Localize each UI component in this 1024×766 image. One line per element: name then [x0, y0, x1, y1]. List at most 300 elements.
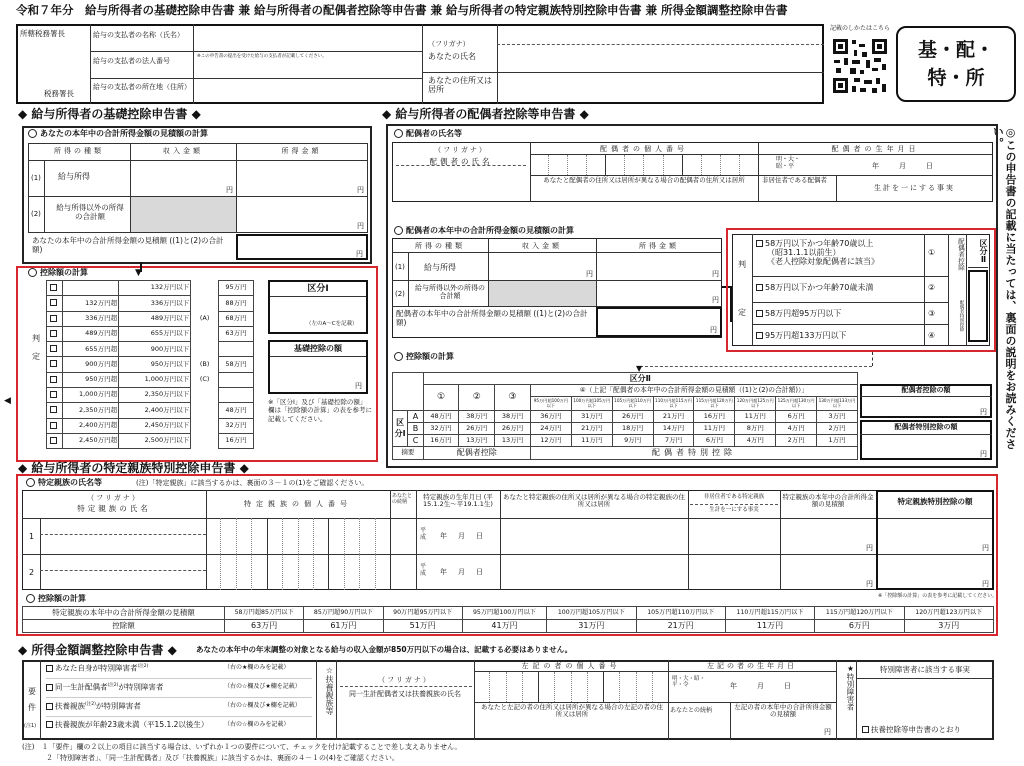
checkbox[interactable] — [47, 403, 63, 418]
relative-row2-address-input[interactable] — [502, 556, 686, 588]
relative-row2-deduct-yen: 円 — [982, 580, 989, 588]
relative-birth-label: 特定親族の生年月日 (平15.1.2生～平19.1.1生) — [423, 493, 493, 509]
kubun1-note: （左のA～Cを記載） — [306, 321, 358, 327]
amount-cell: 11万円 — [725, 620, 814, 633]
relative-relation-label: あなたとの続柄 — [392, 493, 413, 505]
spouse-row1-yen1: 円 — [586, 270, 593, 278]
amount-cell: 51万円 — [383, 620, 462, 633]
amount-cell: 21万円 — [636, 620, 725, 633]
range-from: 655万円超 — [63, 342, 119, 357]
digit-box[interactable] — [620, 672, 636, 702]
relative-row2-ymd: 年 月 日 — [440, 568, 485, 576]
checkbox[interactable] — [47, 281, 63, 296]
adjust-name-input[interactable] — [340, 702, 470, 736]
range-cell: 115万円超120万円以下 — [815, 607, 904, 620]
basic-col-type: 所得の種類 — [54, 147, 104, 155]
checkbox[interactable] — [756, 240, 763, 247]
relative-name-label: 特定親族の氏名 — [77, 504, 151, 513]
checkbox[interactable] — [756, 310, 763, 317]
relative-row1-address-input[interactable] — [502, 520, 686, 552]
spouse-judge-row[interactable] — [752, 276, 948, 302]
amount-cell: 41万円 — [462, 620, 546, 633]
calc-amount: 9万円 — [612, 435, 653, 447]
relative-address-label: あなたと特定親族の住所又は居所が異なる場合の特定親族の住所又は居所 — [503, 493, 685, 509]
calc-amount: 11万円 — [571, 435, 612, 447]
relative-row2-nonres-input[interactable] — [690, 556, 778, 588]
digit-box[interactable] — [329, 554, 344, 590]
calc-amount: 3万円 — [817, 411, 858, 423]
adjust-star-white: ☆扶養親族等 — [325, 666, 334, 715]
digit-box[interactable] — [702, 155, 721, 175]
spouse-calc-heading: 控除額の計算 — [394, 352, 454, 361]
corner-cell — [393, 373, 424, 411]
digit-box[interactable] — [237, 518, 252, 554]
calc-col4-header: ④（上記「配偶者の本年中の合計所得金額の見積額（(1)と(2)の合計額)）」 — [530, 385, 857, 397]
calc-amount: 48万円 — [423, 411, 459, 423]
spouse-row1-label: 給与所得 — [424, 263, 456, 272]
kubun-letter: B — [408, 423, 423, 435]
kubun1-input[interactable] — [272, 300, 364, 318]
adjust-fact-label: 特別障害者に該当する事実 — [880, 665, 970, 674]
payer-name-label: 給与の支払者の名称（氏名） — [93, 31, 184, 39]
payer-name-input[interactable] — [196, 27, 418, 49]
digit-box[interactable] — [604, 672, 620, 702]
spouse-address-label: あなたと配偶者の住所又は居所が異なる場合の配偶者の住所又は居所 — [543, 176, 745, 184]
range-from: 2,450万円超 — [63, 433, 119, 448]
class-letter — [191, 342, 219, 357]
adjust-requirement-item[interactable]: あなた自身が特別障害者$^{(注2)}$ （右の★欄のみを記載） — [46, 664, 312, 679]
digit-box[interactable] — [625, 155, 644, 175]
range-from: 336万円超 — [63, 311, 119, 326]
basic-total-input[interactable] — [236, 234, 368, 260]
calc-amount: 18万円 — [612, 423, 653, 435]
calc-deduct-label: 控除額 — [23, 620, 225, 633]
basic-total-label: あなたの本年中の合計所得金額の見積額 ((1)と(2)の合計額) — [32, 236, 224, 254]
calc-amount: 6万円 — [694, 435, 735, 447]
range-to: 2,500万円以下 — [119, 433, 191, 448]
relative-row1-est-input[interactable] — [782, 520, 864, 552]
calc-amount: 7万円 — [653, 435, 694, 447]
calc-amount: 16万円 — [694, 411, 735, 423]
calc-amount: 2万円 — [776, 435, 817, 447]
basic-row1-no: (1) — [31, 174, 41, 182]
calc-amount: 21万円 — [653, 411, 694, 423]
spouse-row2-profit-input[interactable] — [598, 282, 720, 304]
relative-row1-est-yen: 円 — [866, 544, 873, 552]
kubun2-label: 区分Ⅱ — [968, 236, 988, 268]
calc-amount: 26万円 — [495, 423, 531, 435]
adjust-star-black: ★特別障害者 — [846, 664, 855, 711]
checkbox[interactable] — [47, 433, 63, 448]
checkbox[interactable] — [47, 372, 63, 387]
calc-amount: 26万円 — [612, 411, 653, 423]
range-to: 2,450万円以下 — [119, 418, 191, 433]
digit-box[interactable] — [474, 672, 490, 702]
adjust-furigana: （フリガナ） — [378, 676, 432, 684]
basic-row1-yen2: 円 — [357, 186, 364, 194]
range-to: 2,350万円以下 — [119, 388, 191, 403]
digit-box[interactable] — [490, 672, 506, 702]
spouse-side2: 配偶者特別控除 — [959, 300, 964, 332]
digit-box[interactable] — [345, 518, 360, 554]
basic-col-profit: 所得金額 — [281, 147, 322, 155]
adjust-req-label: 要件 — [28, 687, 36, 712]
basic-calc-table — [46, 280, 254, 449]
basic-row1-income-input[interactable] — [132, 162, 234, 194]
deduct-amount: 16万円 — [219, 433, 254, 448]
adjust-name-label: 同一生計配偶者又は扶養親族の氏名 — [349, 690, 461, 698]
amount-cell: 3万円 — [904, 620, 993, 633]
digit-box[interactable] — [530, 155, 549, 175]
digit-box[interactable] — [539, 672, 555, 702]
qr-caption: 記載のしかたはこちら — [830, 25, 891, 32]
adjust-ymd: 年 月 日 — [730, 682, 793, 690]
range-from: 2,350万円超 — [63, 403, 119, 418]
deduct-amount: 63万円 — [219, 326, 254, 341]
relative-row2-number[interactable] — [206, 554, 390, 590]
adjust-address-label: あなたと左記の者の住所又は居所が異なる場合の左記の者の住所又は居所 — [481, 703, 663, 719]
digit-box[interactable] — [221, 554, 236, 590]
calc-subrange: 130万円超133万円以下 — [817, 397, 858, 411]
payer-number-note: ※この申告書の提出を受けた給与の支払者が記載してください。 — [197, 54, 327, 59]
checkbox[interactable] — [756, 332, 763, 339]
calc-amount: 11万円 — [694, 423, 735, 435]
digit-box[interactable] — [653, 672, 668, 702]
basic-table-row — [47, 372, 254, 387]
calc-subrange: 95万円超100万円以下 — [530, 397, 571, 411]
your-name-input[interactable] — [500, 47, 820, 69]
spouse-total-input[interactable] — [596, 307, 722, 337]
relative-row2-no: 2 — [29, 568, 35, 577]
digit-box[interactable] — [637, 672, 653, 702]
digit-box[interactable] — [376, 518, 390, 554]
spouse-name-heading: 配偶者の氏名等 — [394, 129, 462, 138]
relative-calc-heading: 控除額の計算 — [26, 594, 86, 603]
spouse-judge-row[interactable] — [752, 236, 948, 276]
relative-row1-no: 1 — [29, 532, 35, 541]
basic-row2-label: 給与所得以外の所得の合計額 — [56, 203, 124, 221]
calc-amount: 38万円 — [459, 411, 495, 423]
basic-table-row — [47, 357, 254, 372]
calc-subrange: 115万円超120万円以下 — [694, 397, 735, 411]
checkbox[interactable] — [46, 721, 53, 728]
adjust-birth-label: 左記の者の生年月日 — [707, 662, 797, 670]
adjust-note2: ２「特別障害者」、「同一生計配偶者」及び「扶養親族」に該当するかは、裏面の４－１の(4)をご確認ください。 — [46, 754, 399, 762]
relative-row2-deduct-input[interactable] — [880, 556, 980, 588]
digit-box[interactable] — [314, 554, 329, 590]
digit-box[interactable] — [360, 518, 375, 554]
relative-row1-number[interactable] — [206, 518, 390, 554]
digit-box[interactable] — [644, 155, 663, 175]
your-address-input[interactable] — [500, 75, 820, 101]
basic-judge-label: 判定 — [32, 334, 40, 361]
digit-box[interactable] — [523, 672, 539, 702]
furigana-label: （フリガナ） — [428, 40, 470, 48]
relative-calc-table — [22, 606, 994, 633]
payer-address-label: 給与の支払者の所在地（住所） — [93, 83, 191, 91]
adjust-number-label: 左記の者の個人番号 — [521, 662, 621, 670]
fact-checkbox[interactable] — [862, 726, 869, 733]
range-from: 132万円超 — [63, 296, 119, 311]
digit-box[interactable] — [283, 554, 298, 590]
range-cell: 110万円超115万円以下 — [725, 607, 814, 620]
class-letter — [191, 281, 219, 296]
spouse-same-life: 生計を一にする事実 — [874, 184, 955, 192]
adjust-requirement-item[interactable]: 扶養親族が年齢23歳未満（平15.1.2以後生） （右の☆欄のみを記載） — [46, 721, 312, 730]
spouse-total-label: 配偶者の本年中の合計所得金額の見積額 ((1)と(2)の合計額) — [396, 309, 588, 327]
digit-box[interactable] — [664, 155, 683, 175]
checkbox[interactable] — [47, 357, 63, 372]
checkbox[interactable] — [46, 665, 53, 672]
spouse-judge-text: 58万円以下かつ年齢70歳以上 （昭31.1.1以前生） 《老人控除対象配偶者に該当》 — [756, 239, 922, 267]
digit-box[interactable] — [572, 672, 588, 702]
spouse-row1-profit-input[interactable] — [598, 254, 720, 278]
deduct-amount: 48万円 — [219, 403, 254, 418]
basic-row1-label: 給与所得 — [58, 172, 90, 181]
class-letter — [191, 403, 219, 418]
digit-box[interactable] — [329, 518, 344, 554]
checkbox[interactable] — [47, 418, 63, 433]
calc-kubun-header: 区分Ⅱ — [423, 373, 857, 385]
digit-box[interactable] — [683, 155, 702, 175]
amount-cell: 61万円 — [304, 620, 383, 633]
spouse-birth-label: 配偶者の生年月日 — [831, 145, 920, 153]
spouse-row1-no: (1) — [395, 263, 405, 271]
adjust-relation-label: あなたとの続柄 — [670, 707, 713, 714]
spouse-judge-text: 58万円以下かつ年齢70歳未満 — [756, 283, 922, 292]
calc-amount: 38万円 — [495, 411, 531, 423]
deduct-amount: 95万円 — [219, 281, 254, 296]
digit-box[interactable] — [549, 155, 568, 175]
spouse-deduct-yen: 円 — [980, 408, 987, 416]
calc-amount: 31万円 — [571, 411, 612, 423]
deduct-amount — [219, 372, 254, 387]
calc-amount: 2万円 — [817, 423, 858, 435]
calc-col-header: ③ — [495, 385, 531, 411]
basic-table-row — [47, 418, 254, 433]
relative-est-label: 特定親族の本年中の合計所得金額の見積額 — [782, 493, 874, 509]
adjust-requirement-item[interactable]: 同一生計配偶者$^{(注2)}$が特別障害者 （右の☆欄及び★欄を記載） — [46, 683, 312, 698]
calc-amount: 4万円 — [735, 435, 776, 447]
digit-box[interactable] — [252, 554, 267, 590]
calc-col-header: ② — [459, 385, 495, 411]
spouse-judge-num: ③ — [928, 309, 936, 318]
spouse-furigana: （フリガナ） — [434, 146, 488, 154]
basic-row1-profit-input[interactable] — [238, 162, 366, 194]
calc-amount: 8万円 — [735, 423, 776, 435]
range-from: 900万円超 — [63, 357, 119, 372]
relative-row1-deduct-input[interactable] — [880, 520, 980, 552]
digit-box[interactable] — [360, 554, 375, 590]
relative-same-life: 生計を一にする事実 — [709, 507, 759, 513]
qr-code-icon[interactable] — [832, 38, 888, 94]
payer-address-input[interactable] — [196, 80, 418, 102]
relative-row2-est-yen: 円 — [866, 580, 873, 588]
spouse-row1-income-input[interactable] — [490, 254, 594, 278]
adjust-fact-check[interactable]: 扶養控除等申告書のとおり — [862, 726, 961, 735]
basic-row2-yen: 円 — [357, 222, 364, 230]
relative-row2-relation-input[interactable] — [392, 556, 414, 588]
adjust-income-label: 左記の者の本年中の合計所得金額の見積額 — [734, 703, 832, 719]
amount-cell: 31万円 — [547, 620, 636, 633]
relative-row1-ymd: 年 月 日 — [440, 532, 485, 540]
spouse-col-type: 所得の種類 — [415, 242, 465, 250]
calc-amount: 26万円 — [459, 423, 495, 435]
calc-subrange: 105万円超110万円以下 — [612, 397, 653, 411]
relative-row1-name-input[interactable] — [44, 537, 202, 552]
range-cell: 100万円超105万円以下 — [547, 607, 636, 620]
digit-box[interactable] — [555, 672, 571, 702]
range-cell: 105万円超110万円以下 — [636, 607, 725, 620]
adjust-requirement-item[interactable]: 扶養親族$^{(注2)}$が特別障害者 （右の☆欄及び★欄を記載） — [46, 702, 312, 717]
adjust-address-input[interactable] — [478, 720, 666, 738]
office-suffix: 税務署長 — [44, 89, 74, 98]
adjust-heading: ◆ 所得金額調整控除申告書 ◆ — [18, 643, 177, 657]
calc-subrange: 100万円超105万円以下 — [571, 397, 612, 411]
digit-box[interactable] — [314, 518, 329, 554]
calc-subrange: 120万円超125万円以下 — [735, 397, 776, 411]
spouse-judge-row[interactable] — [752, 324, 948, 346]
calc-subrange: 125万円超130万円以下 — [776, 397, 817, 411]
your-address-label: あなたの住所又は居所 — [428, 76, 492, 95]
range-from: 489万円超 — [63, 326, 119, 341]
amount-cell: 6万円 — [815, 620, 904, 633]
range-cell: 95万円超100万円以下 — [462, 607, 546, 620]
calc-amount: 6万円 — [776, 411, 817, 423]
spouse-calc-table — [392, 372, 858, 460]
basic-deduct-input[interactable] — [272, 360, 352, 390]
digit-box[interactable] — [283, 518, 298, 554]
relative-calc-note: ※「控除額の計算」の表を参考に記載してください。 — [878, 593, 998, 599]
checkbox[interactable] — [47, 388, 63, 403]
spouse-col-income: 収入金額 — [522, 242, 562, 250]
digit-box[interactable] — [252, 518, 267, 554]
basic-row2-profit-input[interactable] — [238, 198, 366, 230]
spouse-ymd: 年 月 日 — [872, 162, 935, 170]
digit-box[interactable] — [206, 518, 221, 554]
range-to: 336万円以下 — [119, 296, 191, 311]
basic-note: ※「区分Ⅰ」及び「基礎控除の額」欄は「控除額の計算」の表を参考に記載してください。 — [268, 398, 372, 423]
range-to: 900万円以下 — [119, 342, 191, 357]
digit-box[interactable] — [268, 518, 283, 554]
adjust-income-yen: 円 — [824, 728, 831, 736]
relative-deduct-label: 特定親族特別控除の額 — [897, 497, 973, 506]
relative-row1-nonres-input[interactable] — [690, 520, 778, 552]
range-from — [63, 281, 119, 296]
range-to: 2,400万円以下 — [119, 403, 191, 418]
digit-box[interactable] — [606, 155, 625, 175]
relative-row1-era: 平成 — [420, 527, 427, 541]
calc-label: 特定親族の本年中の合計所得金額の見積額 — [23, 607, 225, 620]
range-to: 489万円以下 — [119, 311, 191, 326]
range-to: 1,000万円以下 — [119, 372, 191, 387]
calc-amount: 21万円 — [571, 423, 612, 435]
digit-box[interactable] — [299, 518, 314, 554]
relative-row2-name-input[interactable] — [44, 573, 202, 588]
digit-box[interactable] — [299, 554, 314, 590]
digit-box[interactable] — [507, 672, 523, 702]
checkbox[interactable] — [47, 296, 63, 311]
class-letter — [191, 296, 219, 311]
spouse-name-input[interactable] — [396, 168, 526, 198]
digit-box[interactable] — [206, 554, 221, 590]
digit-box[interactable] — [268, 554, 283, 590]
range-to: 132万円以下 — [119, 281, 191, 296]
payer-number-label: 給与の支払者の法人番号 — [93, 57, 170, 65]
digit-box[interactable] — [721, 155, 740, 175]
basic-table-row — [47, 433, 254, 448]
digit-box[interactable] — [568, 155, 587, 175]
basic-table-row — [47, 388, 254, 403]
relative-nonres-label: 非居住者である特定親族 — [703, 494, 765, 500]
checkbox[interactable] — [47, 311, 63, 326]
range-cell: 58万円超85万円以下 — [225, 607, 304, 620]
calc-amount: 36万円 — [530, 411, 571, 423]
digit-box[interactable] — [587, 155, 606, 175]
kubun-letter: A — [408, 411, 423, 423]
spouse-deduct-input[interactable] — [864, 398, 980, 416]
spouse-judge-row[interactable] — [752, 302, 948, 324]
calc-amount: 24万円 — [530, 423, 571, 435]
digit-box[interactable] — [345, 554, 360, 590]
calc-amount: 32万円 — [423, 423, 459, 435]
summary-special: 配偶者特別控除 — [530, 447, 857, 460]
spouse-judge-num: ① — [928, 248, 936, 257]
form-badge — [896, 26, 1016, 102]
adjust-fact-input[interactable] — [860, 680, 990, 720]
relative-row2-est-input[interactable] — [782, 556, 864, 588]
badge-line1: 基・配・ — [917, 39, 994, 61]
digit-box[interactable] — [221, 518, 236, 554]
left-marker-icon: ◀ — [4, 396, 11, 406]
deduct-amount: 58万円 — [219, 357, 254, 372]
relative-row1-relation-input[interactable] — [392, 520, 414, 552]
spouse-special-input[interactable] — [864, 436, 980, 458]
deduct-amount: 88万円 — [219, 296, 254, 311]
calc-amount: 13万円 — [459, 435, 495, 447]
spouse-special-label: 配偶者特別控除の額 — [894, 423, 958, 431]
office-label: 所轄税務署長 — [20, 29, 65, 38]
relative-heading: ◆ 給与所得者の特定親族特別控除申告書 ◆ — [18, 461, 249, 475]
calc-amount: 16万円 — [423, 435, 459, 447]
basic-row2-no: (2) — [31, 210, 41, 218]
basic-calc-heading: 控除額の計算 — [28, 268, 88, 277]
checkbox[interactable] — [46, 703, 53, 710]
digit-box[interactable] — [376, 554, 390, 590]
kubun2-input[interactable] — [968, 270, 988, 342]
side-note: ◎この申告書の記載に当たっては、裏面の説明をお読みください。 — [991, 126, 1017, 450]
checkbox[interactable] — [46, 684, 53, 691]
summary-spouse: 配偶者控除 — [423, 447, 530, 460]
summary-label: 摘要 — [393, 447, 424, 460]
checkbox[interactable] — [756, 284, 763, 291]
basic-table-row — [47, 296, 254, 311]
checkbox[interactable] — [47, 342, 63, 357]
digit-box[interactable] — [740, 155, 758, 175]
adjust-number-boxes[interactable] — [474, 672, 668, 702]
calc-amount: 13万円 — [495, 435, 531, 447]
office-input[interactable] — [22, 42, 86, 86]
spouse-row1-yen2: 円 — [712, 270, 719, 278]
checkbox[interactable] — [47, 326, 63, 341]
spouse-heading: ◆ 給与所得者の配偶者控除等申告書 ◆ — [382, 107, 589, 121]
calc-subrange: 110万円超115万円以下 — [653, 397, 694, 411]
spouse-number-boxes[interactable] — [530, 155, 758, 175]
digit-box[interactable] — [588, 672, 604, 702]
payer-number-boxes[interactable] — [196, 62, 420, 77]
relative-row2-era: 平成 — [420, 563, 427, 577]
digit-box[interactable] — [237, 554, 252, 590]
